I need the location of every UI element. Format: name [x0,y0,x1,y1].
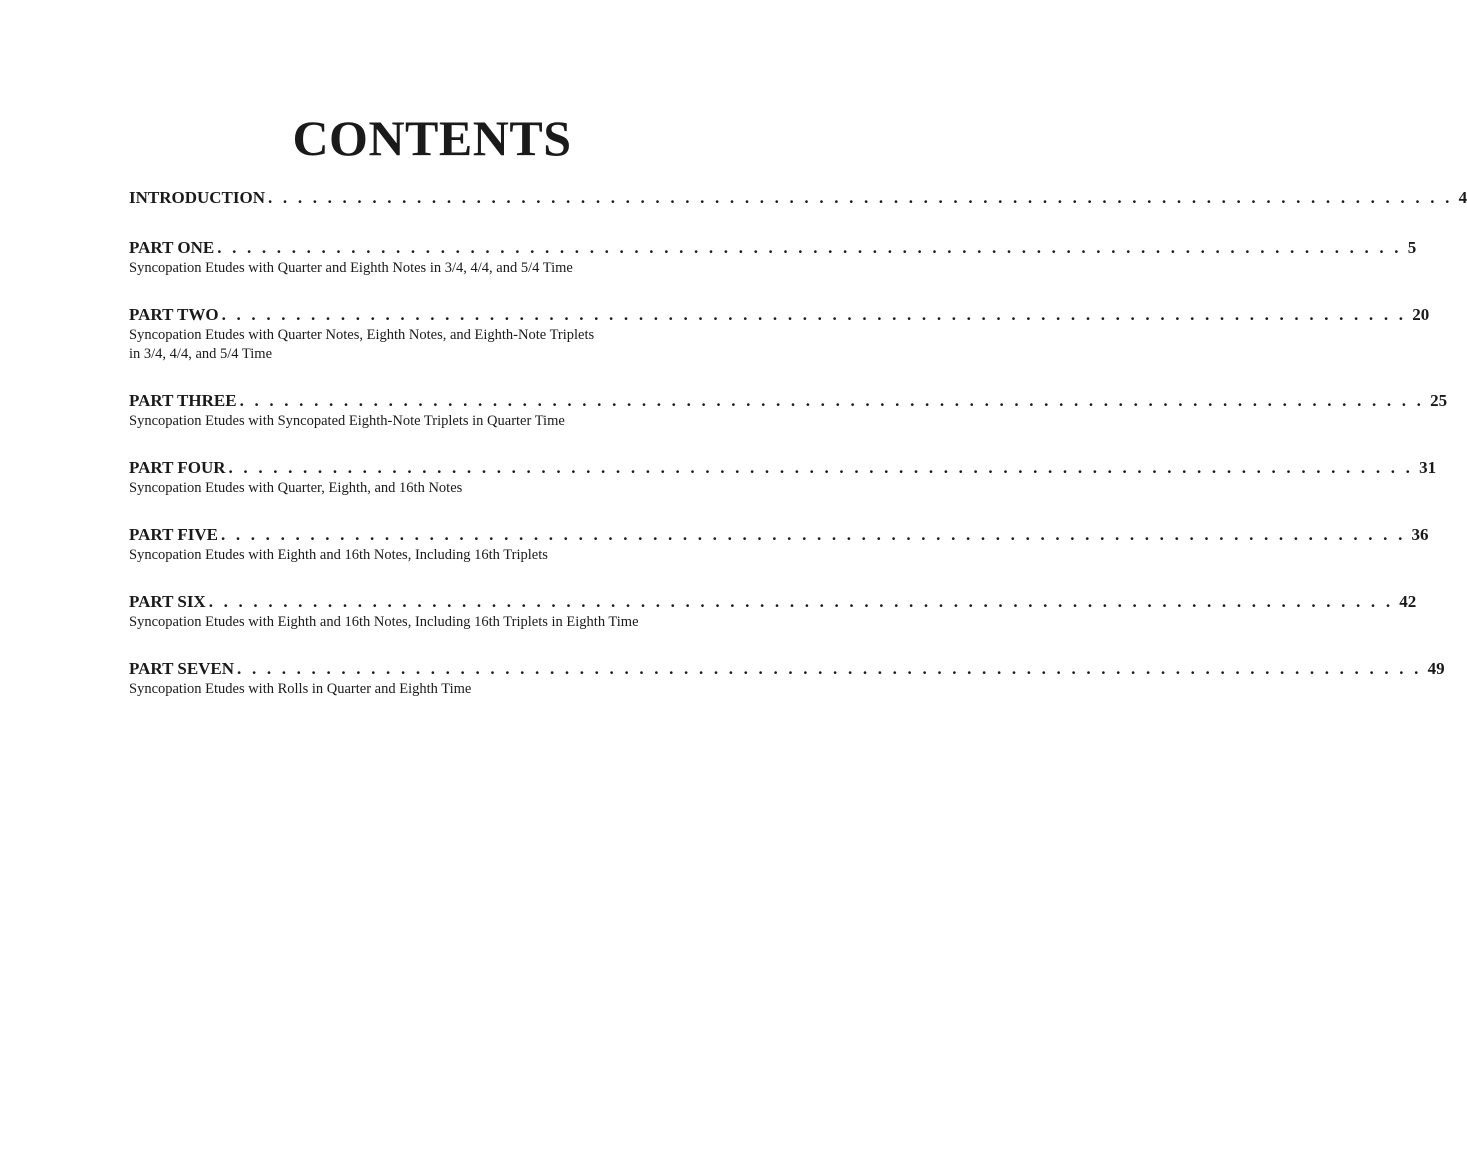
toc-entry-description: Syncopation Etudes with Rolls in Quarter and Eighth Time [129,681,472,697]
toc-entry-heading [129,236,1417,259]
toc-entry-part-seven [129,657,1445,699]
toc-entry-title: PART TWO [129,305,219,324]
toc-entry-title: PART THREE [129,391,237,410]
toc-entry-part-two [129,303,1430,364]
toc-entry-title: PART FIVE [129,525,218,544]
toc-entry-heading [129,590,1417,613]
toc-entry-page-number: 36 [1411,525,1429,544]
dot-leader: . . . . . . . . . . . . . . . . . . . . . . . . . . . . . . . . . . . . . . . . . . . . . . . . . . . . . . . . . . . . . . . . . . . . . . . . . . . . . . . . [221,305,1407,324]
toc-entry-page-number: 20 [1412,305,1430,324]
toc-entry-description: Syncopation Etudes with Quarter and Eighth Notes in 3/4, 4/4, and 5/4 Time [129,260,573,276]
toc-entry-description: Syncopation Etudes with Quarter, Eighth, and 16th Notes [129,480,463,496]
toc-entry-title: PART ONE [129,238,215,257]
toc-entry-heading [129,657,1445,680]
dot-leader: . . . . . . . . . . . . . . . . . . . . . . . . . . . . . . . . . . . . . . . . . . . . . . . . . . . . . . . . . . . . . . . . . . . . . . . . . . . . . . . . [217,238,1402,257]
toc-entry-description: Syncopation Etudes with Eighth and 16th Notes, Including 16th Triplets in Eighth Time [129,614,639,630]
toc-entry-heading [129,389,1448,412]
dot-leader: . . . . . . . . . . . . . . . . . . . . . . . . . . . . . . . . . . . . . . . . . . . . . . . . . . . . . . . . . . . . . . . . . . . . . . . . . . . . . . . . [220,525,1406,544]
toc-entry-heading [129,303,1430,326]
toc-entry-introduction [129,186,1467,209]
toc-entry-heading [129,456,1437,479]
toc-entry-title: PART FOUR [129,458,226,477]
toc-entry-page-number: 49 [1427,659,1445,678]
toc-entry-page-number: 5 [1407,238,1417,257]
dot-leader: . . . . . . . . . . . . . . . . . . . . . . . . . . . . . . . . . . . . . . . . . . . . . . . . . . . . . . . . . . . . . . . . . . . . . . . . . . . . . . . . [239,391,1425,410]
toc-entry-part-six [129,590,1417,632]
toc-entry-page-number: 4 [1458,188,1467,207]
table-of-contents [129,186,1467,724]
toc-entry-page-number: 25 [1430,391,1448,410]
toc-entry-page-number: 42 [1399,592,1417,611]
dot-leader: . . . . . . . . . . . . . . . . . . . . . . . . . . . . . . . . . . . . . . . . . . . . . . . . . . . . . . . . . . . . . . . . . . . . . . . . . . . . . . . . [268,188,1453,207]
dot-leader: . . . . . . . . . . . . . . . . . . . . . . . . . . . . . . . . . . . . . . . . . . . . . . . . . . . . . . . . . . . . . . . . . . . . . . . . . . . . . . . . [237,659,1422,678]
toc-entry-description: Syncopation Etudes with Eighth and 16th Notes, Including 16th Triplets [129,547,548,563]
toc-entry-title: PART SIX [129,592,206,611]
toc-entry-title: PART SEVEN [129,659,235,678]
toc-entry-description: Syncopation Etudes with Syncopated Eighth-Note Triplets in Quarter Time [129,413,565,429]
toc-entry-description: Syncopation Etudes with Quarter Notes, Eighth Notes, and Eighth-Note Triplets [129,327,595,343]
toc-entry-description: in 3/4, 4/4, and 5/4 Time [129,346,273,362]
toc-entry-part-one [129,236,1417,278]
dot-leader: . . . . . . . . . . . . . . . . . . . . . . . . . . . . . . . . . . . . . . . . . . . . . . . . . . . . . . . . . . . . . . . . . . . . . . . . . . . . . . . . [208,592,1394,611]
toc-entry-part-four [129,456,1437,498]
toc-entry-part-five [129,523,1429,565]
toc-entry-page-number: 31 [1419,458,1437,477]
page-title: CONTENTS [292,110,572,166]
toc-entry-part-three [129,389,1448,431]
toc-entry-title: INTRODUCTION [129,188,266,207]
toc-entry-heading [129,523,1429,546]
dot-leader: . . . . . . . . . . . . . . . . . . . . . . . . . . . . . . . . . . . . . . . . . . . . . . . . . . . . . . . . . . . . . . . . . . . . . . . . . . . . . . . . [228,458,1414,477]
toc-entry-heading [129,186,1467,209]
